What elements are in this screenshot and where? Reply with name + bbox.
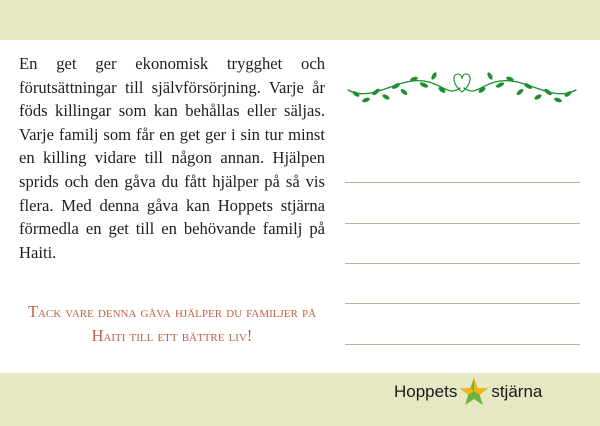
writing-line [345, 344, 580, 345]
logo-word-hoppets: Hoppets [394, 382, 458, 401]
writing-line [345, 182, 580, 183]
writing-line [345, 223, 580, 224]
star-icon [458, 377, 490, 407]
writing-line [345, 263, 580, 264]
donation-description: En get ger ekonomisk trygghet och förutsättningar till självförsörjning. Varje år föds killingar som kan behållas eller säljas. Varje familj som får en get ger i sin tur minst en killing vidare till någon annan. Hjälpen sprids och den gåva du fått hjälper på så vis flera. Med denna gåva kan Hoppets stjärna förmedla en get till en behövande familj på Haiti. [19, 54, 325, 262]
logo-word-stjarna: stjärna [491, 382, 543, 401]
top-band [0, 0, 600, 40]
writing-line [345, 303, 580, 304]
thank-you-tagline: Tack vare denna gåva hjälper du familjer på Haiti till ett bättre liv! [27, 302, 317, 345]
hoppets-stjarna-logo [394, 377, 542, 407]
vine-heart-flourish-icon [344, 70, 580, 110]
